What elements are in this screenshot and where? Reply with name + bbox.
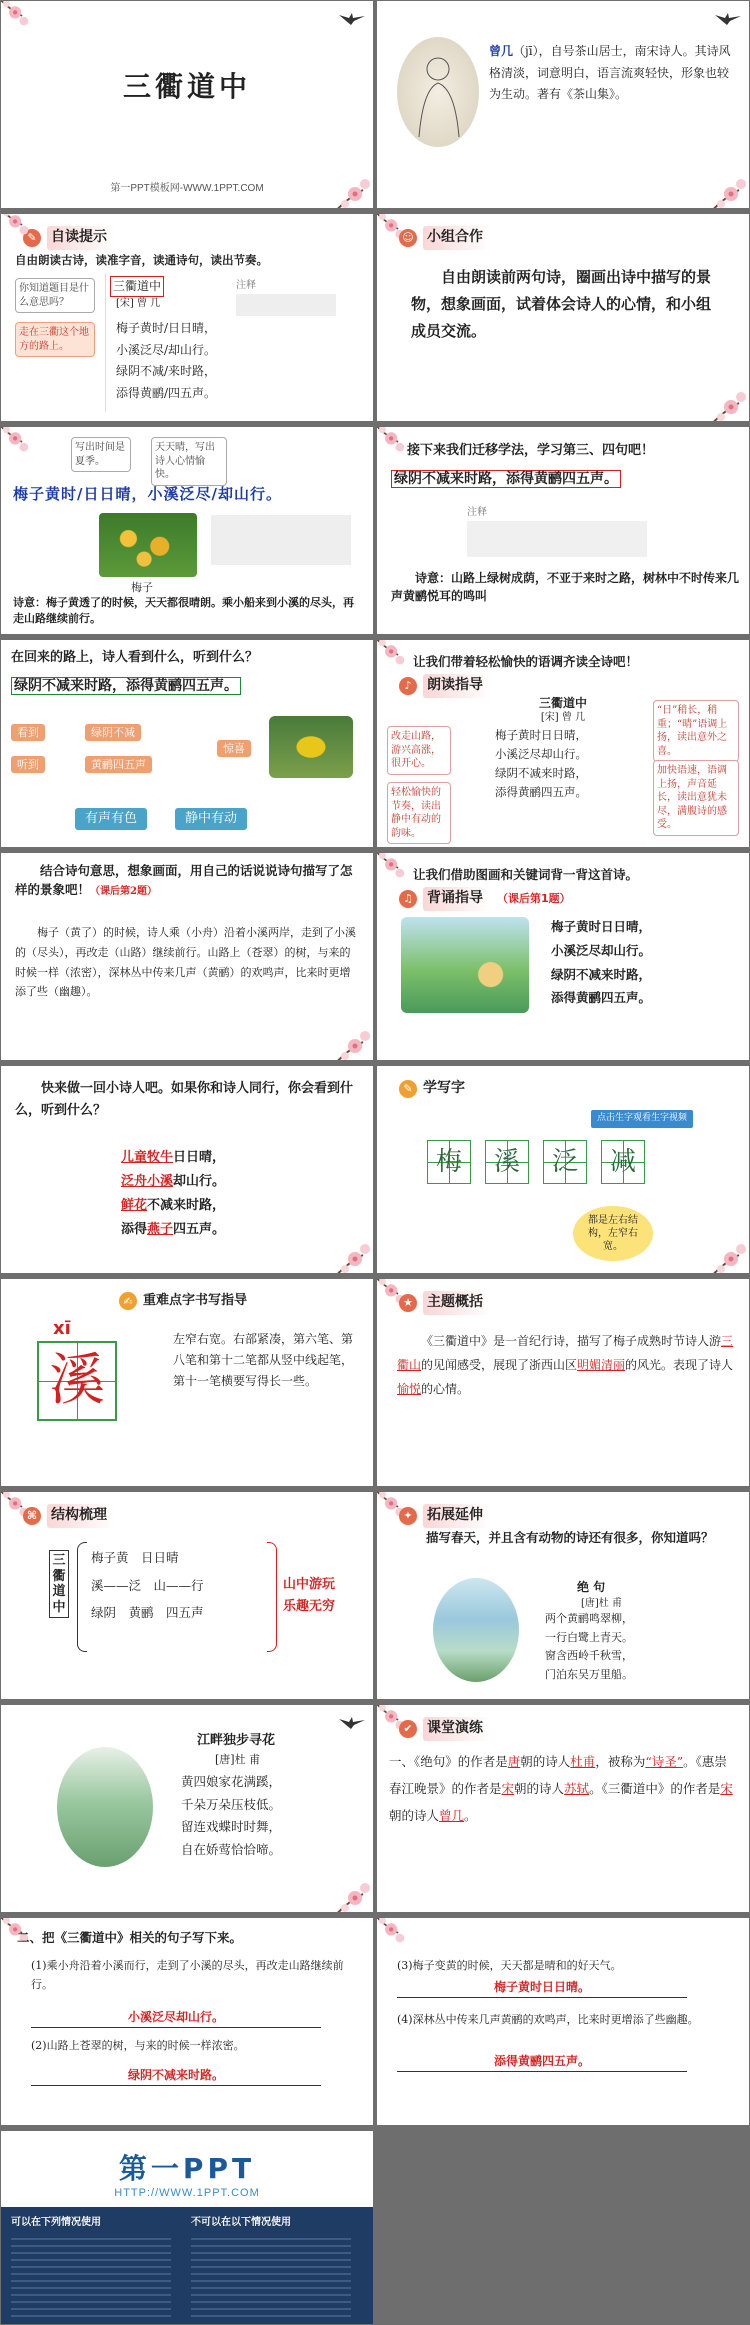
item-two: (2)山路上苍翠的树，与来的时候一样浓密。	[31, 2039, 245, 2052]
poem-line: 小溪泛尽却山行。	[551, 942, 652, 958]
blossom-icon	[333, 1872, 373, 1912]
note-blur	[211, 515, 351, 565]
blossom-icon	[1, 214, 39, 244]
imagine-question	[15, 861, 359, 900]
structure-row: 梅子黄 日日晴	[91, 1550, 179, 1565]
poem-title: 三衢道中	[538, 696, 587, 710]
author-text: ，自号茶山居士，南宋诗人。其诗风格清淡，词意明白，语言流爽轻快，形象也较为生动。著有《茶山集》。	[489, 44, 731, 102]
slide-self-reading	[1, 214, 373, 421]
note-label: 注释	[467, 507, 487, 518]
swallow-icon	[715, 11, 741, 25]
tag-sound-color: 有声有色	[75, 808, 147, 830]
slide-recite	[377, 853, 749, 1060]
heading-text: 小组合作	[423, 226, 491, 250]
heading-text: 主题概括	[423, 1291, 491, 1315]
char-cell[interactable]: 梅	[427, 1140, 471, 1184]
page-subtitle: 第一PPT模板网-WWW.1PPT.COM	[110, 183, 264, 194]
poet-rest: 日日晴，	[173, 1150, 226, 1165]
reading-intro: 让我们带着轻松愉快的语调齐读全诗吧！	[413, 654, 639, 669]
allowed-heading: 可以在下列情况使用	[11, 2217, 101, 2228]
q-answer: 唐	[507, 1754, 521, 1769]
poet-rest: 却山行。	[173, 1174, 226, 1190]
structure-bracket	[77, 1542, 87, 1652]
heading-text: 拓展延伸	[423, 1504, 491, 1528]
poem-line: 绿阴不减来时路，	[551, 966, 652, 982]
blossom-icon	[1, 1, 39, 35]
theme-part: 的风光。表现了诗人	[625, 1358, 734, 1372]
poem-meaning: 诗意：山路上绿树成荫，不亚于来时之路，树林中不时传来几声黄鹂悦耳的鸣叫	[391, 571, 740, 603]
footer-logo: 第一PPT	[118, 2152, 256, 2185]
blossom-icon	[377, 640, 415, 674]
scene-description: 梅子（黄了）的时候，诗人乘（小舟）沿着小溪两岸，走到了小溪的（尽头），再改走（山路）继续前行。山路上（苍翠）的树，与来的时候一样（浓密），深林丛中传来几声（黄鹂）的欢鸣声，比来时更增添了些（幽趣）。	[15, 926, 356, 999]
exercise-tag: （课后第2题）	[90, 886, 157, 898]
slide-structure	[1, 1492, 373, 1699]
section-heading	[399, 1078, 465, 1100]
structure-title: 三衢道中	[49, 1550, 69, 1618]
slide-group-work	[377, 214, 749, 421]
recite-intro: 让我们借助图画和关键词背一背这首诗。	[413, 867, 639, 882]
item-four: (4)深林丛中传来几声黄鹂的欢鸣声，比来时更增添了些幽趣。	[397, 2013, 699, 2026]
q-answer: 苏轼	[564, 1780, 590, 1796]
pencil-icon: ✎	[399, 1080, 417, 1098]
poem-line: 小溪泛尽却山行。	[495, 746, 587, 761]
author-name: 曾几	[489, 44, 514, 58]
poem-lines	[181, 1771, 281, 1861]
note-blur	[467, 521, 647, 557]
slide-author	[377, 1, 749, 208]
q-answer: 宋	[720, 1780, 733, 1796]
poem-couplet: 梅子黄时/日日晴，小溪泛尽/却山行。	[13, 485, 282, 503]
reading-instruction: 自由朗读古诗，读准字音，读通诗句，读出节奏。	[15, 253, 268, 267]
poet-rest: 四五声。	[173, 1222, 226, 1238]
char-grid	[427, 1140, 659, 1184]
poem-lines	[116, 318, 216, 404]
poem-couplet-text: 绿阴不减来时路，添得黄鹂四五声。	[391, 470, 621, 488]
poet-fill: 泛舟小溪	[121, 1174, 174, 1190]
slide-reading-guide	[377, 640, 749, 847]
poem-title: 绝 句	[577, 1580, 606, 1594]
char-cell[interactable]: 溪	[485, 1140, 529, 1184]
poem-line: 梅子黄时日日晴，	[551, 919, 652, 934]
blossom-icon	[709, 1233, 749, 1273]
poet-rest: 添得	[121, 1222, 148, 1238]
note-label: 注释	[236, 280, 256, 291]
poem-couplet	[391, 469, 621, 491]
page-title: 三衢道中	[122, 70, 251, 103]
blossom-icon	[709, 381, 749, 421]
poem-author: [唐]杜 甫	[581, 1598, 622, 1609]
blossom-icon	[1, 427, 39, 461]
poem-line: 一行白鹭上青天。	[545, 1630, 633, 1644]
oriole-photo	[269, 716, 353, 778]
extension-question: 描写春天，并且含有动物的诗还有很多，你知道吗？	[426, 1530, 714, 1545]
poem-card	[105, 274, 355, 412]
heading-text: 自读提示	[47, 226, 115, 250]
pen-icon: ✍	[119, 1292, 137, 1310]
blossom-icon	[377, 853, 415, 887]
heading-text: 学写字	[423, 1080, 465, 1096]
blossom-icon	[333, 168, 373, 208]
time-note: 写出时间是夏季。	[71, 437, 131, 472]
plum-caption: 梅子	[131, 581, 153, 594]
poem-line: 添得黄鹂/四五声。	[116, 385, 217, 400]
q-answer: “诗圣”	[645, 1754, 684, 1769]
poem-line: 黄四娘家花满蹊，	[181, 1774, 282, 1789]
tree-icon: ⌘	[23, 1507, 41, 1525]
char-cell[interactable]: 泛	[543, 1140, 587, 1184]
q-text: 朝的诗人	[514, 1780, 565, 1796]
mood-note: 天天晴，写出诗人心情愉快。	[151, 437, 227, 486]
note-blur	[236, 294, 336, 316]
theme-fill: 明媚清丽	[577, 1358, 626, 1372]
section-heading	[23, 1504, 115, 1528]
swallow-icon	[339, 1715, 365, 1729]
poet-line	[121, 1170, 225, 1194]
char-box: 溪	[37, 1341, 117, 1421]
see-answer: 绿阴不减	[85, 724, 141, 741]
question-bubble: 你知道题目是什么意思吗？	[15, 278, 95, 313]
hear-answer: 黄鹂四五声	[85, 756, 152, 773]
q-text: 一、《绝句》的作者是	[389, 1754, 508, 1769]
q-text: ，被称为	[595, 1754, 646, 1769]
poem-title: 三衢道中	[110, 276, 164, 297]
practice-icon: ✔	[399, 1720, 417, 1738]
exercise-tag: （课后第1题）	[497, 892, 571, 906]
poet-fill: 鲜花	[121, 1198, 148, 1214]
slide-poem-riverside	[1, 1705, 373, 1912]
plum-photo	[99, 513, 197, 577]
structure-tip: 都是左右结构，左窄右宽。	[573, 1206, 653, 1261]
author-pinyin: （jī）	[513, 44, 539, 58]
q-text: 朝的诗人	[389, 1807, 440, 1823]
structure-row: 绿阴 黄鹂 四五声	[91, 1605, 204, 1620]
theme-part: 《三衢道中》是一首纪行诗，描写了梅子成熟时节诗人游	[421, 1334, 722, 1348]
surprise-label: 惊喜	[217, 740, 251, 757]
poet-lines	[121, 1146, 225, 1242]
summary-icon: ★	[399, 1294, 417, 1312]
slide-footer	[1, 2131, 373, 2324]
poem-line: 门泊东吴万里船。	[545, 1668, 633, 1682]
reading-note: “日”稍长，稍重；“晴”语调上扬，读出意外之喜。	[653, 700, 739, 762]
poem-lines	[495, 726, 587, 802]
slide-little-poet	[1, 1066, 373, 1273]
poem-couplet	[11, 676, 241, 698]
slide-practice-three	[377, 1918, 749, 2125]
poet-line	[121, 1218, 225, 1242]
not-allowed-lines	[191, 2233, 351, 2317]
slide-practice-one	[377, 1705, 749, 1912]
answer-one: 小溪泛尽却山行。	[31, 2008, 321, 2028]
not-allowed-heading: 不可以在以下情况使用	[191, 2217, 291, 2228]
footer-url: HTTP://WWW.1PPT.COM	[114, 2187, 260, 2199]
poem-line: 绿阴不减/来时路，	[116, 364, 217, 379]
recite-icon: ♫	[399, 890, 417, 908]
theme-part: 的心情。	[421, 1382, 470, 1396]
poem-line: 梅子黄时日日晴，	[495, 728, 587, 742]
q-answer: 宋	[501, 1780, 515, 1796]
poem-line: 留连戏蝶时时舞，	[181, 1819, 282, 1834]
reading-note: 加快语速，语调上扬，声音延长，读出意犹未尽，满腹诗的感受。	[653, 760, 739, 836]
author-portrait	[397, 37, 479, 147]
slide-imagine-scene	[1, 853, 373, 1060]
slide-see-hear	[1, 640, 373, 847]
conclusion-line: 乐趣无穷	[283, 1599, 336, 1615]
section-heading	[399, 1291, 491, 1315]
speaker-icon: ♪	[399, 677, 417, 695]
hear-label: 听到	[11, 756, 45, 773]
spring-painting	[433, 1578, 519, 1682]
allowed-lines	[11, 2233, 171, 2317]
slide-learn-writing	[377, 1066, 749, 1273]
poem-line: 两个黄鹂鸣翠柳，	[545, 1612, 633, 1625]
answer-three: 梅子黄时日日晴。	[397, 1978, 687, 1998]
poem-line: 添得黄鹂四五声。	[495, 784, 587, 799]
structure-row: 溪——泛 山——行	[91, 1577, 204, 1593]
reading-note: 改走山路，游兴高涨，很开心。	[387, 726, 451, 775]
theme-fill: 三衢山	[397, 1334, 734, 1372]
author-bio	[489, 41, 733, 106]
slide-practice-two	[1, 1918, 373, 2125]
slide-extension	[377, 1492, 749, 1699]
recite-illustration	[401, 917, 529, 1013]
practice-question: 二、把《三衢道中》相关的句子写下来。	[17, 1930, 243, 1945]
poem-line: 窗含西岭千秋雪，	[545, 1649, 633, 1663]
q-text: 。	[464, 1807, 477, 1823]
slide-line-one-two	[1, 427, 373, 634]
structure-conclusion	[283, 1574, 335, 1618]
poem-line: 千朵万朵压枝低。	[181, 1796, 282, 1812]
practice-fill	[389, 1749, 739, 1830]
poem-line: 绿阴不减来时路，	[495, 765, 587, 780]
poem-author: [宋] 曾 几	[116, 298, 161, 309]
tag-still-motion: 静中有动	[175, 808, 247, 830]
group-task: 自由朗读前两句诗，圈画出诗中描写的景物，想象画面，试着体会诗人的心情，和小组成员交流。	[411, 268, 712, 340]
answer-four: 添得黄鹂四五声。	[397, 2052, 687, 2072]
heading-text: 课堂演练	[423, 1717, 491, 1741]
poem-lines	[551, 915, 651, 1010]
reading-note: 轻松愉快的节奏，读出静中有动的韵味。	[387, 782, 451, 844]
section-heading	[399, 887, 571, 911]
section-heading	[399, 1717, 491, 1741]
transfer-intro: 接下来我们迁移学法，学习第三、四句吧！	[407, 443, 655, 458]
q-answer: 曾几	[439, 1807, 465, 1823]
blossom-icon	[709, 168, 749, 208]
poet-line	[121, 1194, 225, 1218]
poet-line	[121, 1146, 225, 1170]
char-guide: 左窄右宽。右部紧凑，第六笔、第八笔和第十二笔都从竖中线起笔，第十一笔横要写得长一些。	[173, 1332, 354, 1388]
riverside-painting	[57, 1747, 153, 1867]
section-heading	[399, 1504, 491, 1528]
item-three: (3)梅子变黄的时候，天天都是晴和的好天气。	[397, 1959, 622, 1972]
item-one: (1)乘小舟沿着小溪而行，走到了小溪的尽头，再改走山路继续前行。	[31, 1959, 344, 1992]
heading-text: 重难点字书写指导	[143, 1293, 248, 1308]
theme-fill: 愉悦	[397, 1382, 422, 1396]
poem-title: 江畔独步寻花	[197, 1733, 276, 1748]
q-answer: 杜甫	[570, 1754, 596, 1769]
answer-bubble: 走在三衢这个地方的路上。	[15, 322, 95, 357]
group-icon: ☺	[399, 229, 417, 247]
slide-key-character	[1, 1279, 373, 1486]
swallow-icon	[339, 11, 365, 25]
blossom-icon	[333, 1233, 373, 1273]
poem-line: 小溪泛尽/却山行。	[116, 342, 217, 357]
slide-title	[1, 1, 373, 208]
book-icon: ✎	[23, 229, 41, 247]
poet-question: 快来做一回小诗人吧。如果你和诗人同行，你会看到什么，听到什么？	[15, 1081, 354, 1119]
video-link-button[interactable]: 点击生字观看生字视频	[591, 1110, 693, 1128]
answer-two: 绿阴不减来时路。	[31, 2066, 321, 2086]
poem-couplet-text: 绿阴不减来时路，添得黄鹂四五声。	[11, 677, 241, 695]
see-hear-question: 在回来的路上，诗人看到什么，听到什么？	[11, 650, 259, 665]
section-heading	[399, 226, 491, 250]
blossom-icon	[333, 1020, 373, 1060]
structure-rows	[91, 1544, 204, 1627]
section-heading	[119, 1291, 247, 1311]
poet-fill: 儿童牧牛	[121, 1150, 174, 1165]
heading-text: 朗读指导	[423, 674, 491, 698]
poem-line: 自在娇莺恰恰啼。	[181, 1841, 282, 1857]
slide-theme-summary	[377, 1279, 749, 1486]
slide-line-three-four	[377, 427, 749, 634]
q-text: 。《惠崇春江晚景》的作者是	[389, 1754, 727, 1796]
poem-meaning: 诗意：梅子黄透了的时候，天天都很晴朗。乘小船来到小溪的尽头，再走山路继续前行。	[13, 596, 354, 625]
poem-author: [唐]杜 甫	[215, 1753, 261, 1766]
char-cell[interactable]: 减	[601, 1140, 645, 1184]
see-label: 看到	[11, 724, 45, 741]
heading-text: 结构梳理	[47, 1504, 115, 1528]
poet-fill: 燕子	[147, 1222, 174, 1238]
poet-rest: 不减来时路，	[147, 1198, 226, 1214]
conclusion-line: 山中游玩	[283, 1577, 336, 1592]
extend-icon: ✦	[399, 1507, 417, 1525]
footer-panel	[1, 2207, 373, 2324]
imagine-question-text: 结合诗句意思，想象画面，用自己的话说说诗句描写了怎样的景象吧！	[15, 863, 353, 898]
poem-line: 添得黄鹂四五声。	[551, 990, 652, 1006]
q-text: 朝的诗人	[520, 1754, 571, 1769]
blossom-icon	[377, 1918, 415, 1952]
heading-text: 背诵指导	[423, 887, 491, 911]
theme-text	[397, 1329, 735, 1401]
theme-part: 的见闻感受，展现了浙西山区	[421, 1358, 578, 1372]
portrait-figure-icon	[397, 37, 479, 147]
q-text: 。《三衢道中》的作者是	[589, 1780, 721, 1796]
char-pinyin: xī	[53, 1318, 71, 1339]
structure-bracket-right	[267, 1542, 277, 1652]
poem-line: 梅子黄时/日日晴，	[116, 321, 217, 335]
poem-author: [宋] 曾 几	[540, 712, 586, 723]
poem-lines	[545, 1610, 633, 1685]
